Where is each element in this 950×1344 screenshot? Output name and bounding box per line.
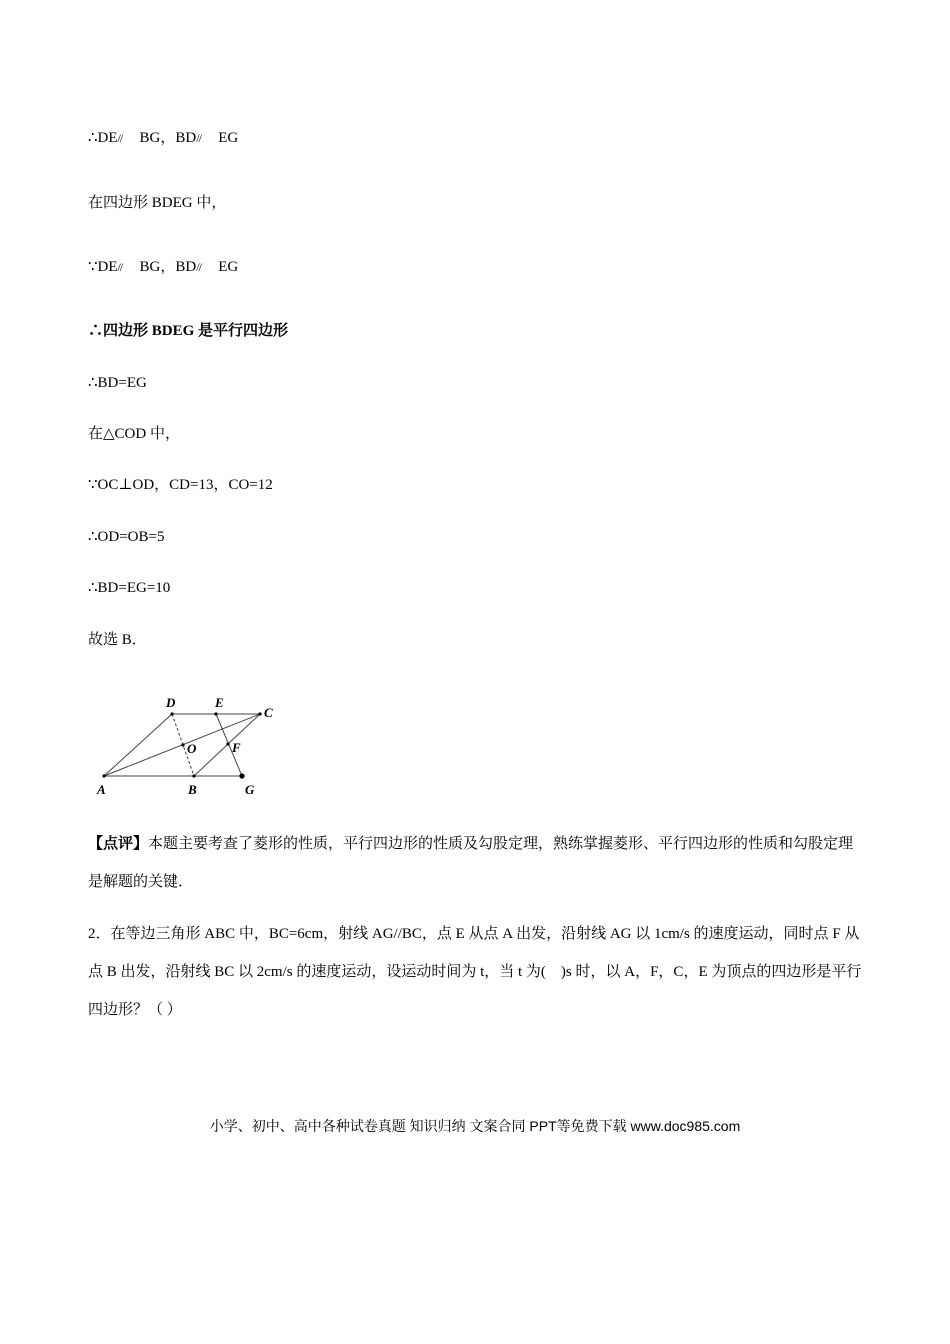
line-od-ob: ∴OD=OB=5 — [88, 529, 165, 545]
label-g: G — [245, 782, 255, 797]
parallel-symbol: // — [196, 260, 201, 274]
parallel-symbol: // — [117, 131, 123, 145]
comment-paragraph — [88, 825, 863, 901]
point-o — [181, 743, 184, 746]
line-perpendicular: ∵OC⊥OD，CD=13，CO=12 — [88, 477, 273, 493]
point-d — [170, 712, 173, 715]
segment-ad — [104, 714, 172, 776]
label-a: A — [97, 782, 106, 797]
parallel-symbol: // — [117, 260, 123, 274]
line-answer: 故选 B． — [88, 632, 147, 648]
label-d: D — [166, 695, 176, 710]
question-paragraph: 2．在等边三角形 ABC 中，BC=6cm，射线 AG//BC，点 E 从点 A 出发，沿射线 AG 以 1cm/s 的速度运动，同时点 F 从点 B 出发，沿射线 BC 以 2cm/s 的速度运动，设运动时间为 t，当 t 为( )s 时，以 A，F，C，E 为顶点的四边形是平行四边形？（ ） — [88, 926, 862, 1018]
line-parallel-conclusion: ∴DE // BG，BD // EG — [88, 130, 239, 146]
geometry-figure — [92, 690, 292, 802]
line-bd-eg-10: ∴BD=EG=10 — [88, 580, 171, 596]
label-o: O — [187, 741, 197, 756]
page-footer: 小学、初中、高中各种试卷真题 知识归纳 文案合同 PPT等免费下载 www.doc985.com — [209, 1118, 741, 1134]
line-because-parallel: ∵DE // BG，BD // EG — [88, 259, 239, 275]
point-e — [214, 712, 217, 715]
label-f: F — [232, 740, 241, 755]
point-c — [258, 712, 261, 715]
comment-text: 本题主要考查了菱形的性质，平行四边形的性质及勾股定理，熟练掌握菱形、平行四边形的性质和勾股定理是解题的关键． — [88, 836, 854, 890]
line-bd-eg: ∴BD=EG — [88, 375, 147, 391]
point-b — [192, 774, 195, 777]
parallel-symbol: // — [196, 131, 201, 145]
line-in-triangle: 在△COD 中， — [88, 426, 180, 442]
label-c: C — [264, 705, 273, 720]
point-g — [239, 773, 244, 778]
line-parallelogram: ∴四边形 BDEG 是平行四边形 — [88, 323, 289, 339]
point-f — [226, 742, 229, 745]
point-a — [102, 774, 105, 777]
label-e: E — [215, 695, 224, 710]
line-in-quadrilateral: 在四边形 BDEG 中， — [88, 195, 227, 211]
comment-tag: 【点评】 — [88, 836, 149, 852]
label-b: B — [188, 782, 197, 797]
